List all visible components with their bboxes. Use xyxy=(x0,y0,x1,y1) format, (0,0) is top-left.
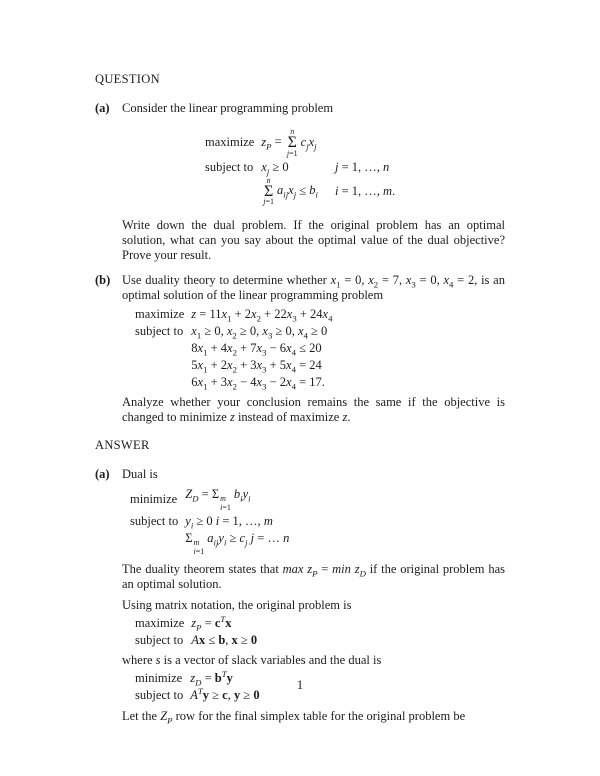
math-row-expr: $Z_D = \Sigma$ m i=1 $b_iy_i$ xyxy=(185,487,251,512)
answer-heading: ANSWER xyxy=(95,438,150,453)
math-row-cond: i = 1, …, m. xyxy=(334,183,396,198)
math-row-expr: Σ m i=1 $a_{ij}y_i \ge c_j$ j = … n xyxy=(185,530,290,556)
question-item-a xyxy=(95,101,505,273)
math-row-label: subject to xyxy=(205,159,254,174)
math-row-expr: $5x_1 + 2x_2 + 3x_3 + 5x_4 = 24$ xyxy=(191,358,322,375)
math-row-label: maximize xyxy=(135,615,185,630)
slack-note: where s is a vector of slack variables and the dual is xyxy=(122,652,382,667)
primal-lp-math xyxy=(205,128,395,206)
question-item-b xyxy=(95,273,505,425)
math-row-cond: j = 1, …, n xyxy=(334,159,390,174)
dual-math xyxy=(130,487,289,556)
math-row-label: maximize xyxy=(205,135,255,150)
math-row-label: subject to xyxy=(135,687,184,702)
objective-change-paragraph: Analyze whether your conclusion remains the same if the objective is changed to minimize z instead of maximize z. xyxy=(122,395,505,425)
math-row-expr: $8x_1 + 4x_2 + 7x_3 - 6x_4 \le 20$ xyxy=(191,341,322,358)
question-item-b-body xyxy=(122,273,505,425)
math-row-expr: n Σ j=1 $a_{ij}x_j \le b_i$ xyxy=(263,175,318,207)
math-row-expr: $A^Ty \ge c$, y ≥ 0 xyxy=(190,685,260,702)
math-row-expr: $z = 11x_1 + 2x_2 + 22x_3 + 24x_4$ xyxy=(191,307,333,324)
dual-is-intro: Dual is xyxy=(122,467,158,482)
math-row-expr: $x_j \ge 0$ xyxy=(261,159,289,177)
math-row-label: minimize xyxy=(130,492,178,507)
page-number: 1 xyxy=(296,678,304,692)
math-row-label: subject to xyxy=(135,324,184,339)
answer-item-a-label: (a) xyxy=(95,467,110,482)
math-row-expr: Ax ≤ b, x ≥ 0 xyxy=(191,632,258,647)
question-heading: QUESTION xyxy=(95,72,160,86)
final-simplex-line: Let the $Z_P$ row for the final simplex table for the original problem be xyxy=(122,708,466,726)
question-item-a-body xyxy=(122,101,505,273)
question-item-b-label: (b) xyxy=(95,273,111,288)
math-row-label: maximize xyxy=(135,307,185,322)
math-row-expr: $6x_1 + 3x_2 - 4x_3 - 2x_4 = 17$. xyxy=(191,375,325,392)
math-row-expr: $z_P = c^Tx$ xyxy=(191,613,232,633)
question-item-a-label: (a) xyxy=(95,101,110,115)
lp-b-math xyxy=(135,307,332,390)
math-row-expr: $x_1 \ge 0$, $x_2 \ge 0$, $x_3 \ge 0$, $x_4 \ge 0$ xyxy=(191,324,328,341)
question-item-b-intro: Use duality theory to determine whether $x_1 = 0$, $x_2 = 7$, $x_3 = 0$, $x_4 = 2$, is an optimal solution of the linear programming problem xyxy=(122,273,505,303)
matrix-notation-intro: Using matrix notation, the original problem is xyxy=(122,597,352,612)
math-row-label: subject to xyxy=(135,632,184,647)
math-row-label: minimize xyxy=(135,670,183,685)
math-row-label: subject to xyxy=(130,513,179,528)
math-row-expr: $z_P$ = n Σ j=1 $c_jx_j$ xyxy=(261,127,317,158)
dual-question-paragraph: Write down the dual problem. If the original problem has an optimal solution, what can you say about the optimal value of the dual objective? Prove your result. xyxy=(122,218,505,263)
duality-theorem-paragraph: The duality theorem states that $\max z_P = \min z_D$ if the original problem has an optimal solution. xyxy=(122,561,505,591)
math-row-expr: $y_i \ge 0$ i = 1, …, m xyxy=(185,513,273,531)
primal-matrix-math xyxy=(135,613,258,648)
question-item-a-intro: Consider the linear programming problem xyxy=(122,101,334,115)
math-row-expr: $z_D = b^Ty$ xyxy=(190,668,233,688)
